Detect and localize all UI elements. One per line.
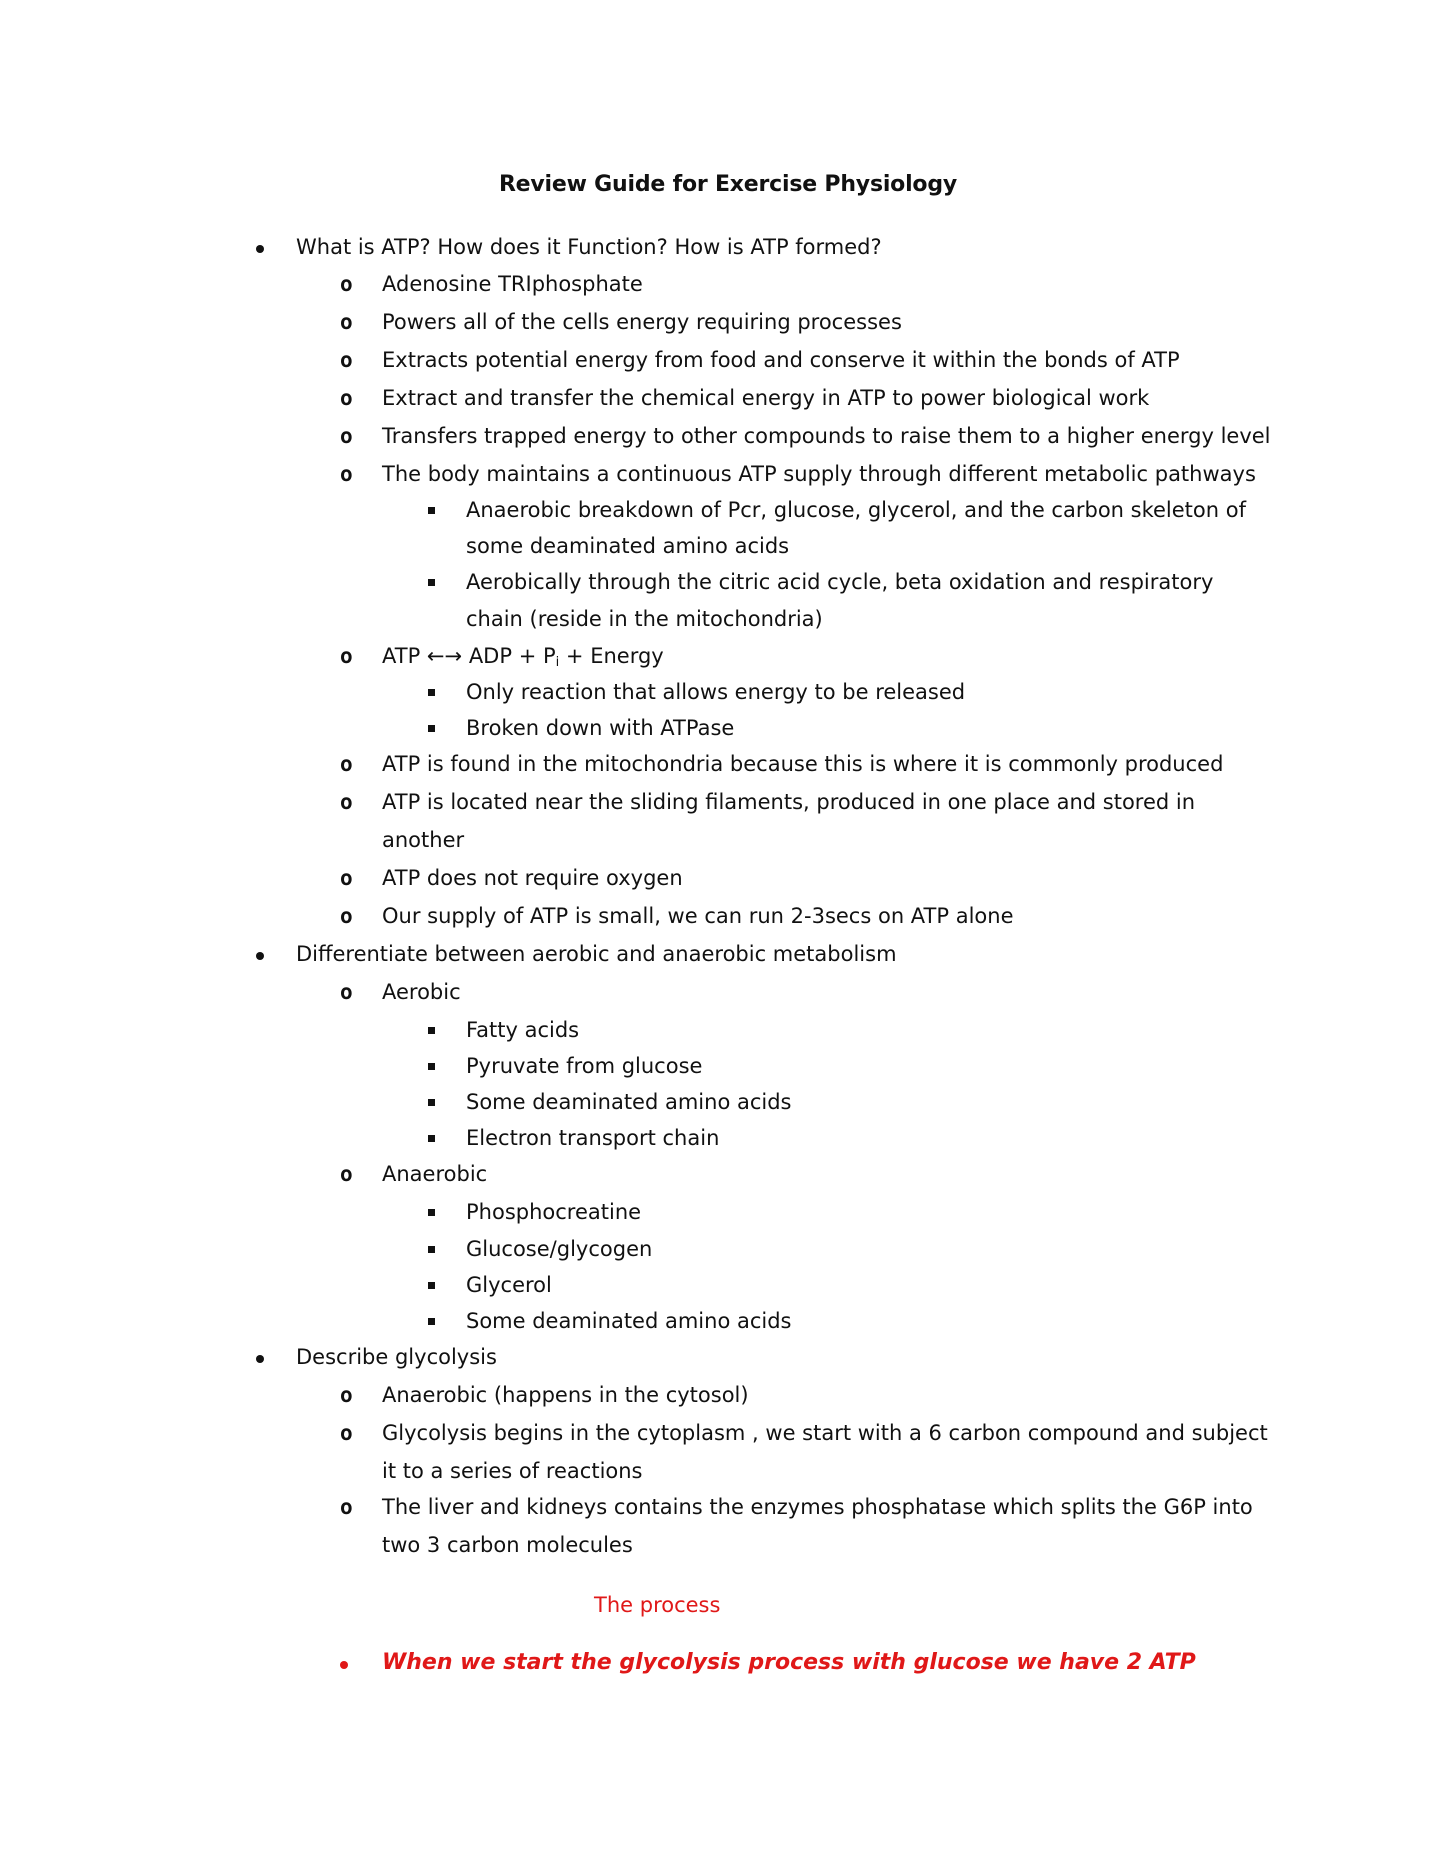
- square-bullet: [428, 1209, 435, 1216]
- sub-bullet: o: [340, 790, 353, 814]
- sub-bullet: o: [340, 644, 353, 668]
- aerobic-label: Aerobic: [382, 980, 461, 1004]
- sub-bullet: o: [340, 1383, 353, 1407]
- sub-bullet: o: [340, 1421, 353, 1445]
- list-item: Electron transport chain: [466, 1126, 720, 1150]
- equation-left: ATP: [382, 644, 421, 668]
- list-item: Phosphocreatine: [466, 1200, 642, 1224]
- bullet-dot: [256, 245, 264, 253]
- list-item: Glycerol: [466, 1273, 552, 1297]
- page-title: Review Guide for Exercise Physiology: [498, 172, 958, 197]
- list-item: Anaerobic breakdown of Pcr, glucose, glycerol, and the carbon skeleton of: [466, 498, 1246, 522]
- list-item: ATP is located near the sliding filaments, produced in one place and stored in: [382, 790, 1196, 814]
- list-item: Broken down with ATPase: [466, 716, 735, 740]
- sub-bullet: o: [340, 1162, 353, 1186]
- list-item-continued: two 3 carbon molecules: [382, 1533, 633, 1557]
- sub-bullet: o: [340, 866, 353, 890]
- list-item: Glucose/glycogen: [466, 1237, 653, 1261]
- list-item: The liver and kidneys contains the enzymes phosphatase which splits the G6P into: [382, 1495, 1253, 1519]
- sub-bullet: o: [340, 462, 353, 486]
- list-item: Aerobically through the citric acid cycle, beta oxidation and respiratory: [466, 570, 1214, 594]
- sub-bullet: o: [340, 904, 353, 928]
- bullet-dot: [256, 1355, 264, 1363]
- square-bullet: [428, 507, 435, 514]
- sub-bullet: o: [340, 752, 353, 776]
- list-item: ATP is found in the mitochondria because this is where it is commonly produced: [382, 752, 1224, 776]
- list-item: Powers all of the cells energy requiring processes: [382, 310, 902, 334]
- sub-bullet: o: [340, 1495, 353, 1519]
- list-item: Adenosine TRIphosphate: [382, 272, 643, 296]
- equation-right: ADP + P: [468, 644, 556, 668]
- list-item-continued: it to a series of reactions: [382, 1459, 643, 1483]
- list-item-continued: another: [382, 828, 465, 852]
- list-item: Extract and transfer the chemical energy in ATP to power biological work: [382, 386, 1150, 410]
- list-item: Pyruvate from glucose: [466, 1054, 703, 1078]
- list-item: Some deaminated amino acids: [466, 1090, 792, 1114]
- sub-bullet: o: [340, 272, 353, 296]
- atp-equation: [382, 643, 664, 676]
- sub-bullet: o: [340, 310, 353, 334]
- square-bullet: [428, 1027, 435, 1034]
- equation-subscript: i: [555, 655, 560, 670]
- section-heading-glycolysis: Describe glycolysis: [296, 1345, 497, 1369]
- square-bullet: [428, 1246, 435, 1253]
- square-bullet: [428, 1063, 435, 1070]
- sub-bullet: o: [340, 424, 353, 448]
- sub-bullet: o: [340, 386, 353, 410]
- square-bullet: [428, 579, 435, 586]
- list-item-continued: some deaminated amino acids: [466, 534, 790, 558]
- process-heading: The process: [594, 1593, 721, 1617]
- list-item: Transfers trapped energy to other compounds to raise them to a higher energy level: [382, 424, 1271, 448]
- bullet-dot: [256, 952, 264, 960]
- list-item-continued: chain (reside in the mitochondria): [466, 607, 823, 631]
- section-heading-atp: What is ATP? How does it Function? How is ATP formed?: [296, 235, 882, 259]
- list-item: Glycolysis begins in the cytoplasm , we start with a 6 carbon compound and subject: [382, 1421, 1268, 1445]
- square-bullet: [428, 1135, 435, 1142]
- anaerobic-label: Anaerobic: [382, 1162, 488, 1186]
- sub-bullet: o: [340, 348, 353, 372]
- square-bullet: [428, 1099, 435, 1106]
- list-item: Extracts potential energy from food and conserve it within the bonds of ATP: [382, 348, 1180, 372]
- equation-tail: + Energy: [559, 644, 664, 668]
- list-item: ATP does not require oxygen: [382, 866, 683, 890]
- process-item: When we start the glycolysis process with glucose we have 2 ATP: [382, 1650, 1196, 1675]
- list-item: Fatty acids: [466, 1018, 580, 1042]
- list-item: The body maintains a continuous ATP supply through different metabolic pathways: [382, 462, 1256, 486]
- list-item: Our supply of ATP is small, we can run 2-3secs on ATP alone: [382, 904, 1014, 928]
- square-bullet: [428, 725, 435, 732]
- square-bullet: [428, 1318, 435, 1325]
- section-heading-metabolism: Differentiate between aerobic and anaerobic metabolism: [296, 942, 897, 966]
- sub-bullet: o: [340, 980, 353, 1004]
- reversible-arrow-icon: ←→: [426, 644, 463, 668]
- bullet-dot: [340, 1661, 348, 1669]
- square-bullet: [428, 689, 435, 696]
- list-item: Only reaction that allows energy to be released: [466, 680, 966, 704]
- list-item: Some deaminated amino acids: [466, 1309, 792, 1333]
- square-bullet: [428, 1282, 435, 1289]
- list-item: Anaerobic (happens in the cytosol): [382, 1383, 749, 1407]
